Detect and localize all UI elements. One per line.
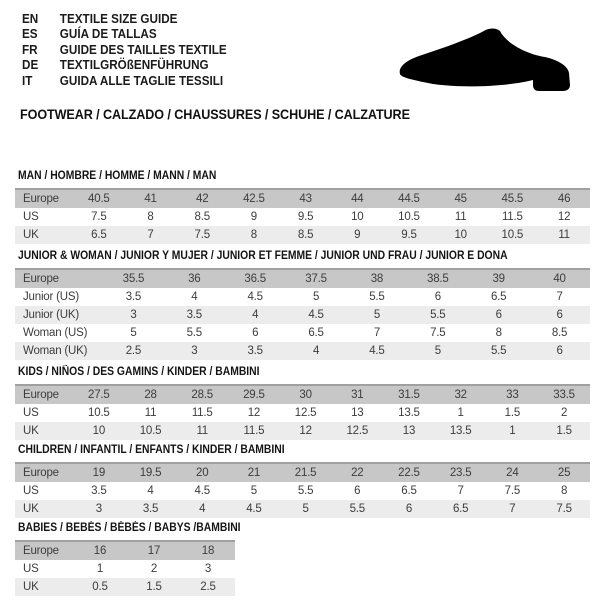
row-label: Junior (UK) <box>23 309 79 321</box>
size-cell: 31 <box>351 389 364 401</box>
size-cell: 5.5 <box>186 327 202 339</box>
size-cell: 10 <box>92 425 106 437</box>
table-row-europe <box>15 541 235 560</box>
table-row-europe <box>15 385 590 404</box>
size-cell: 3.5 <box>125 291 142 303</box>
table-row-europe <box>15 189 590 208</box>
language-code: EN <box>22 11 39 26</box>
size-cell: 8 <box>147 211 154 223</box>
size-cell: 11.5 <box>191 407 213 419</box>
size-cell: 46 <box>557 193 571 205</box>
size-cell: 5 <box>312 291 320 303</box>
section-title-junior-woman: JUNIOR & WOMAN / JUNIOR Y MUJER / JUNIOR ET FEMME / JUNIOR UND FRAU / JUNIOR E DONA <box>18 250 508 262</box>
size-cell: 9 <box>354 229 361 241</box>
size-cell: 13.5 <box>449 425 472 437</box>
language-line-it <box>22 73 227 88</box>
size-cell: 10 <box>454 229 467 241</box>
size-cell: 3 <box>130 309 137 321</box>
size-cell: 7.5 <box>194 229 210 241</box>
size-table-kids <box>15 384 590 440</box>
size-cell: 5.5 <box>490 345 507 357</box>
size-cell: 4.5 <box>246 503 262 515</box>
language-code: ES <box>22 26 38 42</box>
row-label: US <box>23 563 39 575</box>
size-cell: 42.5 <box>243 193 265 205</box>
size-cell: 10.5 <box>88 407 110 419</box>
row-label: UK <box>23 581 39 593</box>
table-row-uk <box>15 422 590 440</box>
size-cell: 3 <box>191 345 198 357</box>
table-row-us <box>15 404 590 422</box>
size-cell: 45.5 <box>501 193 524 205</box>
section-children <box>15 444 590 518</box>
size-cell: 12 <box>247 407 261 419</box>
size-cell: 9.5 <box>401 229 417 241</box>
section-man <box>15 170 590 244</box>
size-cell: 7.5 <box>556 503 572 515</box>
size-cell: 43 <box>299 193 312 205</box>
language-code: IT <box>22 72 33 88</box>
size-cell: 12 <box>557 211 571 223</box>
language-line-fr <box>22 42 227 57</box>
row-label: UK <box>23 503 39 515</box>
size-cell: 5 <box>434 345 441 357</box>
size-cell: 11.5 <box>243 425 265 437</box>
size-cell: 2 <box>560 407 568 419</box>
size-cell: 6.5 <box>308 327 324 339</box>
size-cell: 21.5 <box>294 467 317 479</box>
size-cell: 1 <box>96 563 104 575</box>
size-cell: 9 <box>250 211 257 223</box>
row-label: Europe <box>23 389 59 401</box>
size-cell: 33 <box>506 389 519 401</box>
size-cell: 1 <box>457 407 464 419</box>
size-cell: 2.5 <box>200 581 216 593</box>
size-cell: 7.5 <box>504 485 521 497</box>
size-cell: 19.5 <box>139 467 162 479</box>
size-cell: 11.5 <box>501 211 523 223</box>
size-cell: 7 <box>147 229 154 241</box>
row-label: US <box>23 407 39 419</box>
size-cell: 6 <box>354 485 361 497</box>
size-cell: 6 <box>556 345 563 357</box>
size-cell: 4.5 <box>308 309 324 321</box>
row-label: US <box>23 485 39 497</box>
size-cell: 21 <box>247 467 261 479</box>
size-cell: 13 <box>402 425 416 437</box>
language-line-en <box>22 11 227 26</box>
size-cell: 5 <box>373 309 381 321</box>
size-cell: 5.5 <box>430 309 446 321</box>
size-cell: 44.5 <box>398 193 420 205</box>
size-cell: 5 <box>302 503 309 515</box>
size-cell: 36 <box>188 273 201 285</box>
size-cell: 38 <box>370 273 384 285</box>
size-cell: 6.5 <box>490 291 507 303</box>
size-cell: 27.5 <box>88 389 110 401</box>
size-cell: 6 <box>434 291 441 303</box>
size-cell: 39 <box>492 273 505 285</box>
size-cell: 4 <box>252 309 259 321</box>
table-row-us <box>15 208 590 226</box>
dress-shoe-icon <box>396 28 581 98</box>
size-cell: 41 <box>144 193 157 205</box>
size-cell: 7 <box>457 485 464 497</box>
size-cell: 25 <box>557 467 571 479</box>
size-table-man <box>15 188 590 244</box>
size-cell: 28 <box>144 389 157 401</box>
language-line-es <box>22 26 227 41</box>
language-line-de <box>22 57 227 72</box>
size-cell: 8.5 <box>551 327 568 339</box>
section-kids <box>15 366 590 440</box>
size-cell: 22 <box>351 467 364 479</box>
size-cell: 3 <box>204 563 212 575</box>
size-cell: 40 <box>553 273 566 285</box>
size-cell: 6 <box>252 327 259 339</box>
section-title-children: CHILDREN / INFANTIL / ENFANTS / KINDER / BAMBINI <box>18 444 285 456</box>
size-cell: 11 <box>144 407 157 419</box>
size-cell: 40.5 <box>88 193 110 205</box>
table-row-us <box>15 560 235 578</box>
size-cell: 7 <box>373 327 381 339</box>
size-cell: 20 <box>196 467 209 479</box>
size-cell: 10.5 <box>398 211 420 223</box>
size-cell: 10 <box>351 211 364 223</box>
size-cell: 2.5 <box>125 345 142 357</box>
size-cell: 4.5 <box>247 291 263 303</box>
table-row-uk <box>15 500 590 518</box>
size-cell: 29.5 <box>243 389 265 401</box>
size-cell: 6 <box>405 503 413 515</box>
size-cell: 4.5 <box>194 485 210 497</box>
size-cell: 6 <box>556 309 563 321</box>
section-junior-woman <box>15 250 590 360</box>
size-cell: 4 <box>147 485 154 497</box>
size-cell: 42 <box>196 193 209 205</box>
size-cell: 5 <box>250 485 257 497</box>
size-cell: 6 <box>495 309 502 321</box>
table-row-uk <box>15 226 590 244</box>
size-cell: 8.5 <box>297 229 314 241</box>
language-label: GUÍA DE TALLAS <box>59 26 157 42</box>
size-cell: 1.5 <box>556 425 572 437</box>
size-cell: 11 <box>196 425 208 437</box>
row-label: UK <box>23 425 39 437</box>
row-label: Woman (UK) <box>23 345 88 357</box>
row-label: Junior (US) <box>23 291 79 303</box>
size-cell: 32 <box>454 389 467 401</box>
table-row-woman-uk <box>15 342 590 360</box>
size-cell: 6.5 <box>452 503 469 515</box>
size-cell: 23.5 <box>449 467 472 479</box>
size-cell: 7.5 <box>91 211 107 223</box>
table-row-europe <box>15 463 590 482</box>
row-label: Europe <box>23 467 59 479</box>
size-cell: 12 <box>299 425 312 437</box>
row-label: Woman (US) <box>23 327 88 339</box>
row-label: Europe <box>23 193 59 205</box>
table-row-woman-us <box>15 324 590 342</box>
size-cell: 4 <box>191 291 198 303</box>
size-cell: 0.5 <box>92 581 108 593</box>
size-cell: 8 <box>495 327 502 339</box>
size-cell: 45 <box>454 193 467 205</box>
size-cell: 38.5 <box>427 273 449 285</box>
table-row-europe <box>15 269 590 288</box>
size-cell: 13 <box>351 407 364 419</box>
size-cell: 3.5 <box>142 503 159 515</box>
size-cell: 2 <box>150 563 158 575</box>
language-code: FR <box>22 41 38 57</box>
size-cell: 10.5 <box>139 425 162 437</box>
section-title-babies: BABIES / BEBÉS / BÉBÉS / BABYS /BAMBINI <box>18 522 241 534</box>
table-row-us <box>15 482 590 500</box>
size-cell: 36.5 <box>244 273 266 285</box>
size-table-babies <box>15 540 235 596</box>
size-cell: 1.5 <box>146 581 162 593</box>
size-cell: 28.5 <box>191 389 214 401</box>
section-title-man: MAN / HOMBRE / HOMME / MANN / MAN <box>18 170 217 182</box>
size-cell: 8 <box>250 229 257 241</box>
size-cell: 33.5 <box>553 389 575 401</box>
size-cell: 37.5 <box>305 273 327 285</box>
size-cell: 13.5 <box>398 407 420 419</box>
size-cell: 12.5 <box>294 407 317 419</box>
size-cell: 18 <box>201 545 215 557</box>
table-row-junior-uk <box>15 306 590 324</box>
size-cell: 44 <box>351 193 364 205</box>
size-cell: 19 <box>92 467 106 479</box>
size-cell: 31.5 <box>398 389 420 401</box>
size-cell: 7.5 <box>430 327 446 339</box>
size-cell: 5.5 <box>349 503 365 515</box>
size-cell: 4.5 <box>369 345 385 357</box>
language-list <box>22 11 249 88</box>
size-cell: 5 <box>130 327 137 339</box>
size-cell: 3 <box>95 503 102 515</box>
table-row-uk <box>15 578 235 596</box>
size-cell: 4 <box>199 503 206 515</box>
language-label: TEXTILE SIZE GUIDE <box>59 11 178 26</box>
language-code: DE <box>22 57 39 73</box>
size-cell: 3.5 <box>91 485 107 497</box>
section-title-kids: KIDS / NIÑOS / DES GAMINS / KINDER / BAMBINI <box>18 366 260 378</box>
language-label: GUIDE DES TAILLES TEXTILE <box>59 41 227 57</box>
size-cell: 3.5 <box>186 309 202 321</box>
row-label: Europe <box>23 545 59 557</box>
size-cell: 1 <box>509 425 516 437</box>
size-cell: 11 <box>454 211 467 223</box>
size-cell: 5.5 <box>297 485 314 497</box>
size-cell: 30 <box>299 389 312 401</box>
size-cell: 3.5 <box>247 345 263 357</box>
language-label: GUIDA ALLE TAGLIE TESSILI <box>59 72 224 88</box>
size-table-junior-woman <box>15 268 590 360</box>
size-cell: 4 <box>312 345 320 357</box>
size-cell: 10.5 <box>501 229 524 241</box>
row-label: US <box>23 211 39 223</box>
language-label: TEXTILGRÖßENFÜHRUNG <box>59 57 209 73</box>
size-cell: 7 <box>509 503 516 515</box>
size-cell: 17 <box>147 545 161 557</box>
row-label: Europe <box>23 273 59 285</box>
table-row-junior-us <box>15 288 590 306</box>
section-babies <box>15 522 265 596</box>
size-cell: 8 <box>560 485 568 497</box>
size-cell: 22.5 <box>398 467 420 479</box>
size-cell: 24 <box>506 467 519 479</box>
size-cell: 7 <box>556 291 563 303</box>
size-cell: 16 <box>93 545 107 557</box>
row-label: UK <box>23 229 39 241</box>
size-cell: 6.5 <box>91 229 107 241</box>
size-cell: 35.5 <box>122 273 145 285</box>
size-cell: 6.5 <box>401 485 417 497</box>
size-cell: 12.5 <box>346 425 369 437</box>
size-cell: 1.5 <box>504 407 521 419</box>
size-table-children <box>15 462 590 518</box>
category-heading: FOOTWEAR / CALZADO / CHAUSSURES / SCHUHE / CALZATURE <box>20 106 410 122</box>
size-cell: 11 <box>558 229 570 241</box>
size-cell: 8.5 <box>194 211 210 223</box>
size-cell: 9.5 <box>297 211 314 223</box>
size-cell: 5.5 <box>369 291 385 303</box>
